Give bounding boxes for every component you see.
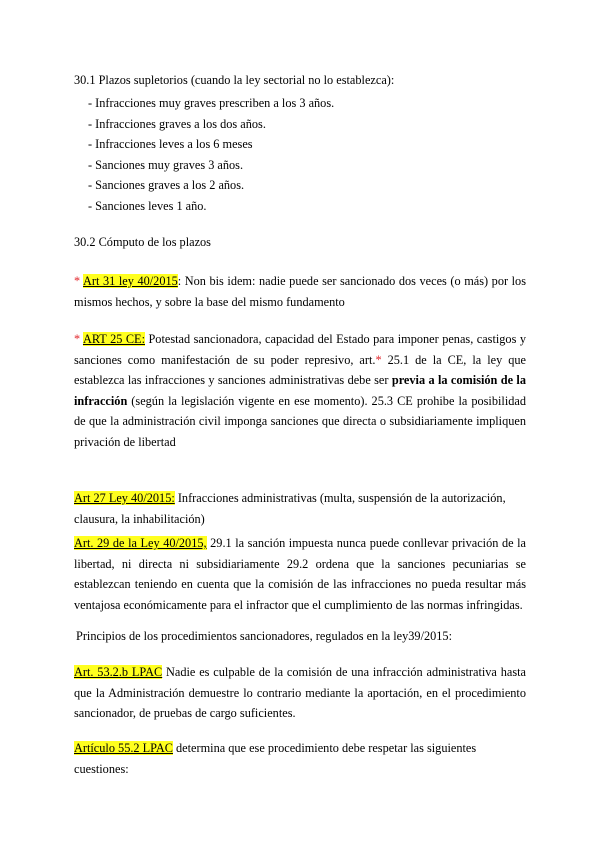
paragraph-potestad-sancionadora	[74, 329, 526, 452]
paragraph-text: 25.1 de la CE, la ley que establezca las infracciones y sanciones administrativas debe ser	[74, 352, 526, 387]
asterisk: *	[74, 332, 81, 346]
plazos-list	[88, 93, 334, 217]
article-reference: Art 31 ley 40/2015	[83, 274, 178, 288]
list-item: - Sanciones leves 1 año.	[88, 198, 207, 213]
heading-30-1: 30.1 Plazos supletorios (cuando la ley sectorial no lo establezca):	[74, 73, 395, 87]
list-item: - Infracciones muy graves prescriben a los 3 años.	[88, 96, 335, 110]
paragraph-text: Infracciones administrativas (multa, suspensión de la autorización, clausura, la inhabilitación)	[74, 491, 506, 526]
paragraph-art-55	[74, 738, 526, 779]
article-reference: Art. 29 de la Ley 40/2015,	[74, 536, 207, 550]
bold-phrase: previa a la comisión de la infracción	[74, 373, 526, 408]
paragraph-text: (según la legislación vigente en ese momento). 25.3 CE prohibe la posibilidad de que la administración civil imponga sanciones que directa o subsidiariamente impliquen privación de libertad	[74, 393, 526, 449]
article-reference: Art. 53.2.b LPAC	[74, 665, 163, 679]
asterisk: *	[74, 274, 81, 288]
paragraph-text: determina que ese procedimiento debe respetar las siguientes cuestiones:	[74, 741, 477, 776]
paragraph-text: Nadie es culpable de la comisión de una infracción administrativa hasta que la Administración demuestre lo contrario mediante la aportación, en el procedimiento sancionador, de pruebas de cargo suficientes.	[74, 665, 526, 720]
paragraph-text: 29.1 la sanción impuesta nunca puede conllevar privación de la libertad, ni directa ni subsidiariamente 29.2 ordena que la sanciones pecuniarias se establezcan teniendo en cuenta que la comisión de las infracciones no pueda resultar más ventajosa económicamente para el infractor que el cumplimiento de las normas infringidas.	[74, 536, 526, 612]
paragraph-text: : Non bis idem: nadie puede ser sancionado dos veces (o más) por los mismos hechos, y sobre la base del mismo fundamento	[74, 274, 526, 309]
paragraph-infracciones	[74, 488, 526, 529]
article-reference: ART 25 CE:	[82, 332, 145, 346]
list-item: - Infracciones leves a los 6 meses	[88, 137, 253, 152]
heading-30-2: 30.2 Cómputo de los plazos	[74, 235, 211, 249]
list-item: - Sanciones muy graves 3 años.	[88, 157, 244, 172]
paragraph-principios: Principios de los procedimientos sancionadores, regulados en la ley39/2015:	[76, 629, 452, 643]
paragraph-art-53	[74, 662, 526, 724]
article-reference: Art 27 Ley 40/2015:	[74, 491, 175, 505]
paragraph-non-bis-idem	[74, 271, 526, 312]
list-item: - Sanciones graves a los 2 años.	[88, 178, 245, 193]
paragraph-text: Potestad sancionadora, capacidad del Estado para imponer penas, castigos y sanciones como manifestación de su poder represivo, art.	[74, 332, 526, 367]
list-item: - Infracciones graves a los dos años.	[88, 116, 266, 131]
asterisk: *	[375, 352, 382, 367]
article-reference: Artículo 55.2 LPAC	[74, 741, 173, 755]
paragraph-art-29	[74, 533, 526, 615]
